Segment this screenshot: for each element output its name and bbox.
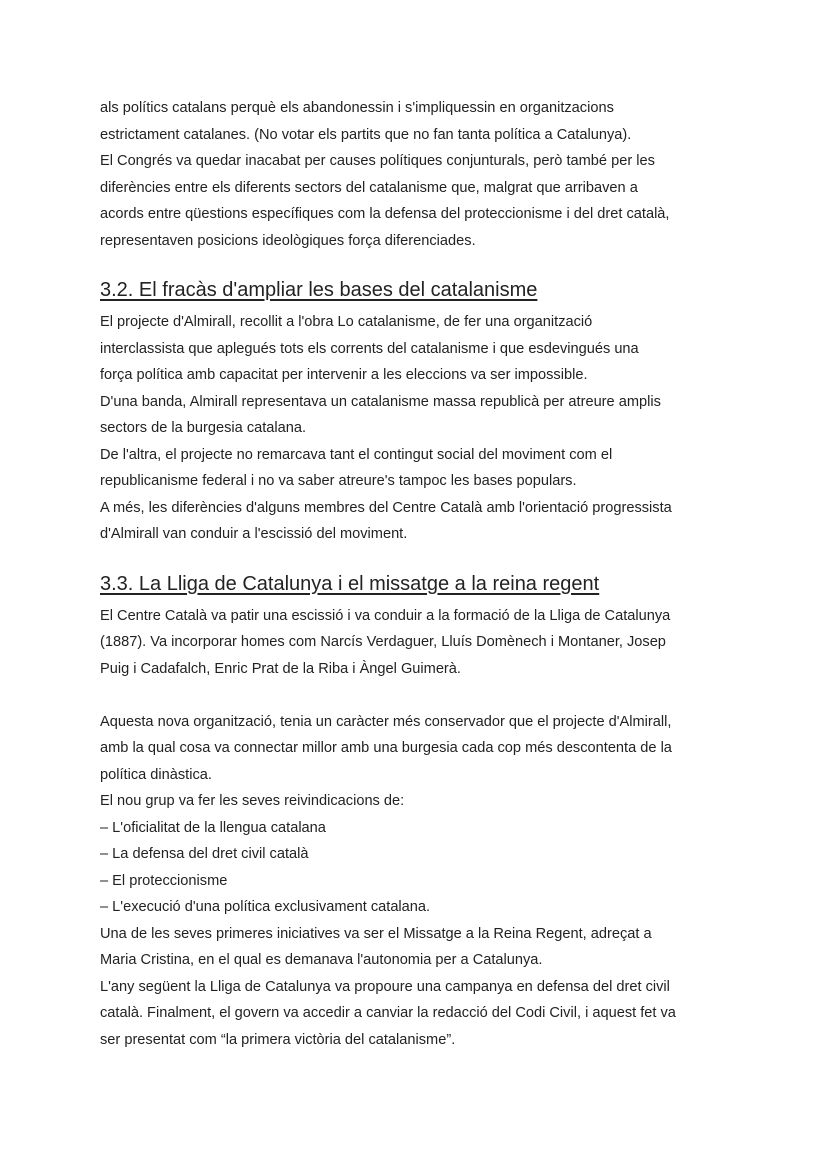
- text-line: Puig i Cadafalch, Enric Prat de la Riba i Àngel Guimerà.: [100, 660, 461, 677]
- intro-paragraph: [100, 95, 730, 254]
- text-line: acords entre qüestions específiques com la defensa del proteccionisme i del dret català,: [100, 206, 670, 222]
- text-line: El Congrés va quedar inacabat per causes polítiques conjunturals, però també per les: [100, 153, 655, 169]
- text-line: representaven posicions ideològiques força diferenciades.: [100, 232, 476, 249]
- section-3-3-paragraph-2: [100, 709, 730, 1054]
- list-item: – L'oficialitat de la llengua catalana: [100, 819, 326, 836]
- text-line: Aquesta nova organització, tenia un caràcter més conservador que el projecte d'Almirall,: [100, 713, 672, 730]
- text-line: Maria Cristina, en el qual es demanava l'autonomia per a Catalunya.: [100, 952, 543, 968]
- text-line: D'una banda, Almirall representava un catalanisme massa republicà per atreure amplis: [100, 393, 661, 410]
- text-line: amb la qual cosa va connectar millor amb una burgesia cada cop més descontenta de la: [100, 740, 672, 756]
- text-line: republicanisme federal i no va saber atreure's tampoc les bases populars.: [100, 473, 577, 489]
- text-line: diferències entre els diferents sectors del catalanisme que, malgrat que arribaven a: [100, 179, 638, 196]
- list-item: – La defensa del dret civil català: [100, 846, 309, 862]
- text-line: L'any següent la Lliga de Catalunya va propoure una campanya en defensa del dret civil: [100, 978, 670, 995]
- text-line: Una de les seves primeres iniciatives va ser el Missatge a la Reina Regent, adreçat a: [100, 925, 652, 942]
- text-line: El Centre Català va patir una escissió i va conduir a la formació de la Lliga de Catalunya: [100, 607, 671, 624]
- text-line: català. Finalment, el govern va accedir a canviar la redacció del Codi Civil, i aquest fet va: [100, 1005, 676, 1021]
- document-body: [100, 95, 730, 1053]
- text-line: força política amb capacitat per intervenir a les eleccions va ser impossible.: [100, 367, 588, 383]
- text-line: El nou grup va fer les seves reivindicacions de:: [100, 793, 405, 809]
- text-line: A més, les diferències d'alguns membres del Centre Català amb l'orientació progressista: [100, 499, 672, 516]
- list-item: – El proteccionisme: [100, 872, 228, 889]
- spacer: [100, 548, 730, 571]
- text-line: als polítics catalans perquè els abandonessin i s'impliquessin en organitzacions: [100, 100, 614, 116]
- spacer: [100, 254, 730, 277]
- section-3-2-paragraph: [100, 309, 730, 548]
- spacer: [100, 682, 730, 709]
- text-line: d'Almirall van conduir a l'escissió del moviment.: [100, 526, 408, 542]
- text-line: (1887). Va incorporar homes com Narcís Verdaguer, Lluís Domènech i Montaner, Josep: [100, 634, 666, 650]
- text-line: De l'altra, el projecte no remarcava tant el contingut social del moviment com el: [100, 446, 613, 463]
- section-3-3-paragraph-1: [100, 603, 730, 683]
- text-line: ser presentat com “la primera victòria del catalanisme”.: [100, 1031, 456, 1048]
- text-line: El projecte d'Almirall, recollit a l'obra Lo catalanisme, de fer una organització: [100, 314, 593, 330]
- text-line: sectors de la burgesia catalana.: [100, 420, 307, 436]
- list-item: – L'execució d'una política exclusivament catalana.: [100, 899, 431, 915]
- text-line: interclassista que aplegués tots els corrents del catalanisme i que esdevingués una: [100, 340, 639, 357]
- text-line: estrictament catalanes. (No votar els partits que no fan tanta política a Catalunya).: [100, 126, 632, 143]
- section-heading-3-2: 3.2. El fracàs d'ampliar les bases del catalanisme: [100, 279, 538, 301]
- section-heading-3-3: 3.3. La Lliga de Catalunya i el missatge a la reina regent: [100, 572, 600, 595]
- text-line: política dinàstica.: [100, 766, 212, 783]
